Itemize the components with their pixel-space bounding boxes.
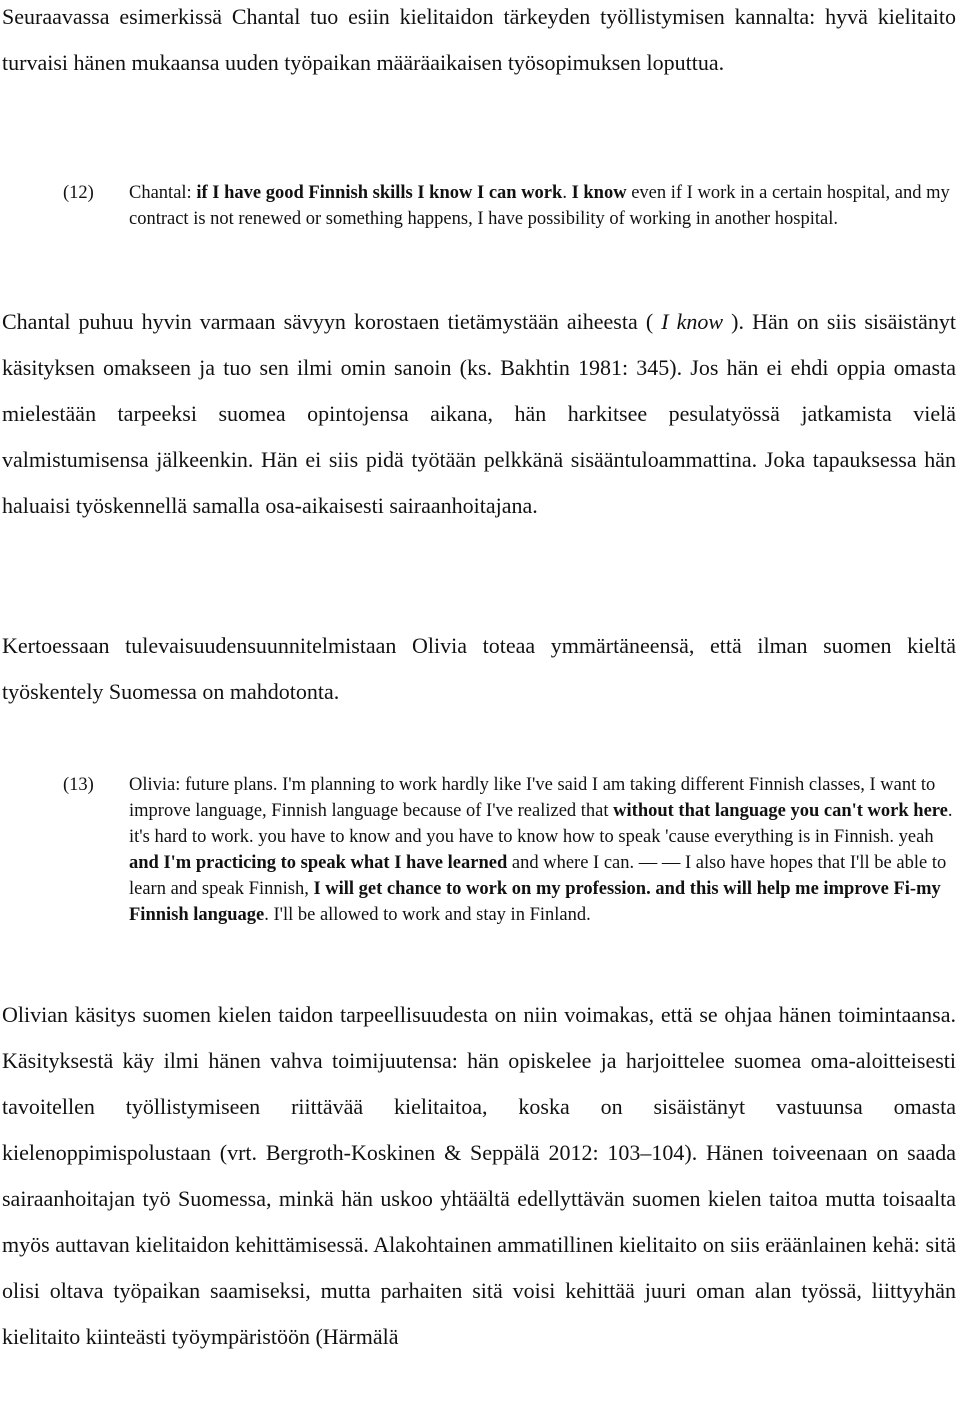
quote-bold: and I'm practicing to speak what I have learned [129, 853, 508, 873]
quote-text: . [562, 183, 572, 203]
speaker-label: Chantal: [129, 183, 197, 203]
emphasis: I know [661, 309, 724, 334]
quote-bold: if I have good Finnish skills I know I can work [196, 183, 563, 203]
quote-bold: without that language you can't work here [613, 801, 948, 821]
quote-bold: I know [571, 183, 627, 203]
paragraph-intro: Seuraavassa esimerkissä Chantal tuo esiin kielitaidon tärkeyden työllistymisen kannalta: hyvä kielitaito turvaisi hänen mukaansa uuden työpaikan määräaikaisen työsopimuksen loputtua. [2, 4, 956, 75]
example-quote [129, 180, 958, 232]
paragraph-chantal [2, 299, 956, 529]
quote-text: future plans. I'm planning to work hardly like I've said I am taking different Finnish classes, I want to improve language, Finnish language because of I've realized that [129, 775, 936, 821]
example-number: (13) [63, 775, 94, 795]
paragraph-olivia-intro: Kertoessaan tulevaisuudensuunnitelmistaan Olivia toteaa ymmärtäneensä, että ilman suomen kieltä työskentely Suomessa on mahdotonta. [2, 633, 956, 704]
quote-text: . it's hard to work. you have to know and you have to know how to speak 'cause everything is in Finnish. yeah [129, 801, 953, 847]
example-quote [129, 772, 958, 928]
quote-bold: I will get chance to work on my profession. and this will help me improve Fi-my Finnish language [129, 879, 941, 925]
speaker-label: Olivia: [129, 775, 186, 795]
quote-text: . I'll be allowed to work and stay in Finland. [264, 905, 591, 925]
paragraph-olivia-analysis: Olivian käsitys suomen kielen taidon tarpeellisuudesta on niin voimakas, että se ohjaa hänen toimintaansa. Käsityksestä käy ilmi hänen vahva toimijuutensa: hän opiskelee ja harjoittelee suomea oma-aloitteisesti tavoitellen työllistymiseen riittävää kielitaitoa, koska on sisäistänyt vastuunsa omasta kielenoppimispolustaan (vrt. Bergroth-Koskinen & Seppälä 2012: 103–104). Hänen toiveenaan on saada sairaanhoitajan työ Suomessa, minkä hän uskoo yhtäältä edellyttävän suomen kielen taitoa mutta toisaalta myös auttavan kielitaidon kehittämisessä. Alakohtainen ammatillinen kielitaito on siis eräänlainen kehä: sitä olisi oltava työpaikan saamiseksi, mutta parhaiten sitä voisi kehittää juuri oman alan työssä, liittyyhän kielitaito kiinteästi työympäristöön (Härmälä [2, 1002, 956, 1349]
example-number: (12) [63, 183, 94, 203]
quote-text: and where I can. — — I also have hopes that I'll be able to learn and speak Finnish, [129, 853, 947, 899]
quote-text: even if I work in a certain hospital, and my contract is not renewed or something happens, I have possibility of working in another hospital. [129, 183, 950, 229]
paragraph-text: ). Hän on siis sisäistänyt käsityksen omakseen ja tuo sen ilmi omin sanoin (ks. Bakhtin 1981: 345). Jos hän ei ehdi oppia omasta mielestään tarpeeksi suomea opintojensa aikana, hän harkitsee pesulatyössä jatkamista vielä valmistumisensa jälkeenkin. Hän ei siis pidä työtään pelkkänä sisääntuloammattina. Joka tapauksessa hän haluaisi työskennellä samalla osa-aikaisesti sairaanhoitajana. [2, 309, 956, 518]
paragraph-text: Chantal puhuu hyvin varmaan sävyyn korostaen tietämystään aiheesta ( [2, 309, 662, 334]
